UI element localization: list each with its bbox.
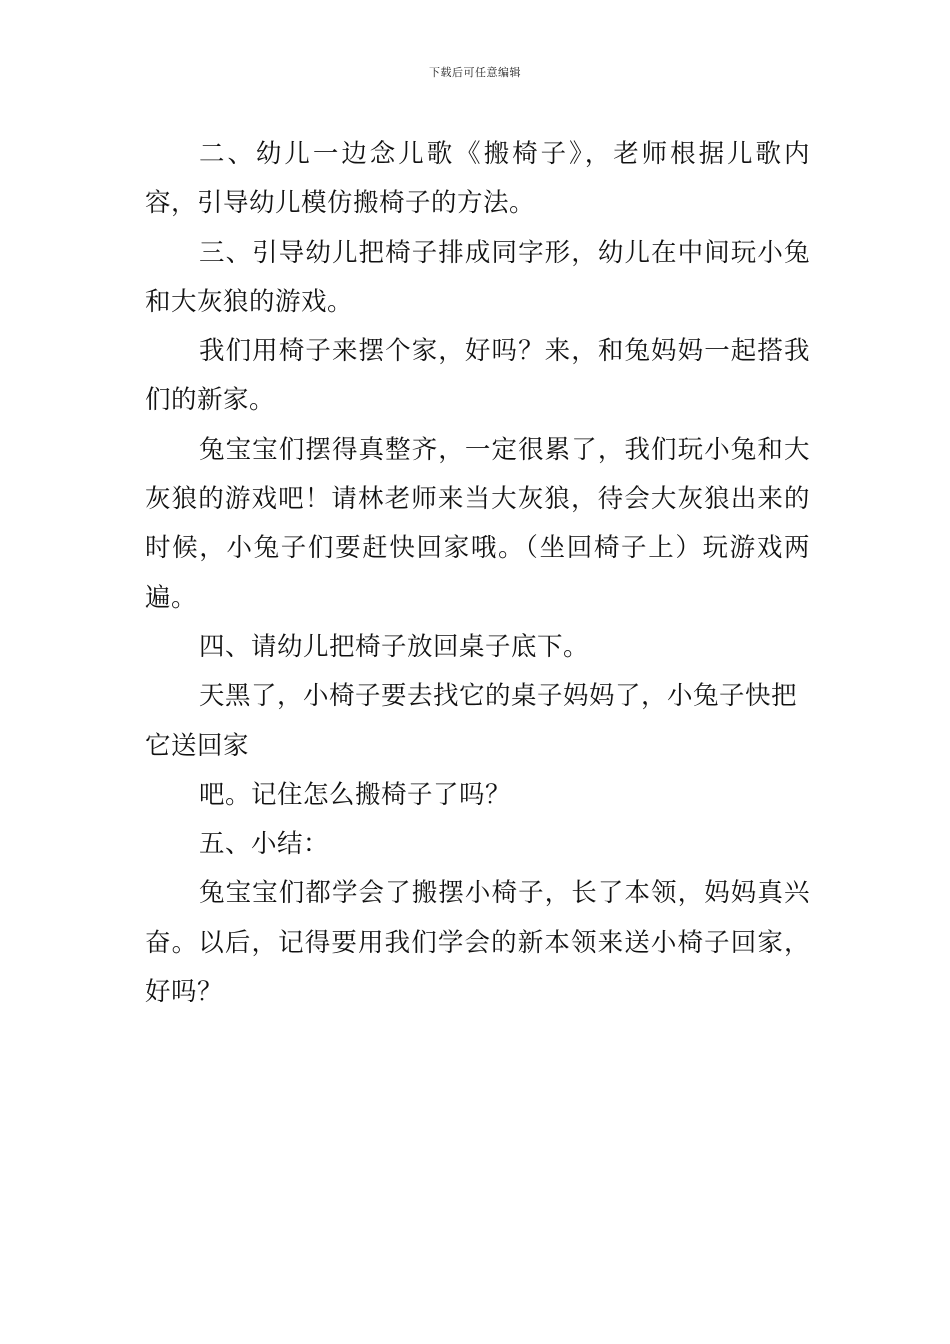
paragraph-remember: 吧。记住怎么搬椅子了吗？ xyxy=(199,779,512,810)
paragraph-play-game: 兔宝宝们摆得真整齐，一定很累了，我们玩小兔和大灰狼的游戏吧！请林老师来当大灰狼，待会大灰狼出来的时候，小兔子们要赶快回家哦。（坐回椅子上）玩游戏两遍。 xyxy=(145,434,810,613)
paragraph-step-two: 二、幼儿一边念儿歌《搬椅子》，老师根据儿歌内容，引导幼儿模仿搬椅子的方法。 xyxy=(145,139,810,219)
paragraph-build-home: 我们用椅子来摆个家，好吗？来，和兔妈妈一起搭我们的新家。 xyxy=(145,336,810,416)
paragraph-step-five: 五、小结： xyxy=(199,829,330,860)
paragraph-step-three: 三、引导幼儿把椅子排成同字形，幼儿在中间玩小兔和大灰狼的游戏。 xyxy=(145,237,810,317)
paragraph-step-four: 四、请幼儿把椅子放回桌子底下。 xyxy=(199,631,590,662)
paragraph-summary: 兔宝宝们都学会了搬摆小椅子，长了本领，妈妈真兴奋。以后，记得要用我们学会的新本领来送小椅子回家，好吗？ xyxy=(145,878,810,1008)
paragraph-send-home: 天黑了，小椅子要去找它的桌子妈妈了，小兔子快把它送回家 xyxy=(145,681,798,761)
page-header: 下载后可任意编辑 xyxy=(429,66,521,79)
document-body xyxy=(145,130,810,1017)
